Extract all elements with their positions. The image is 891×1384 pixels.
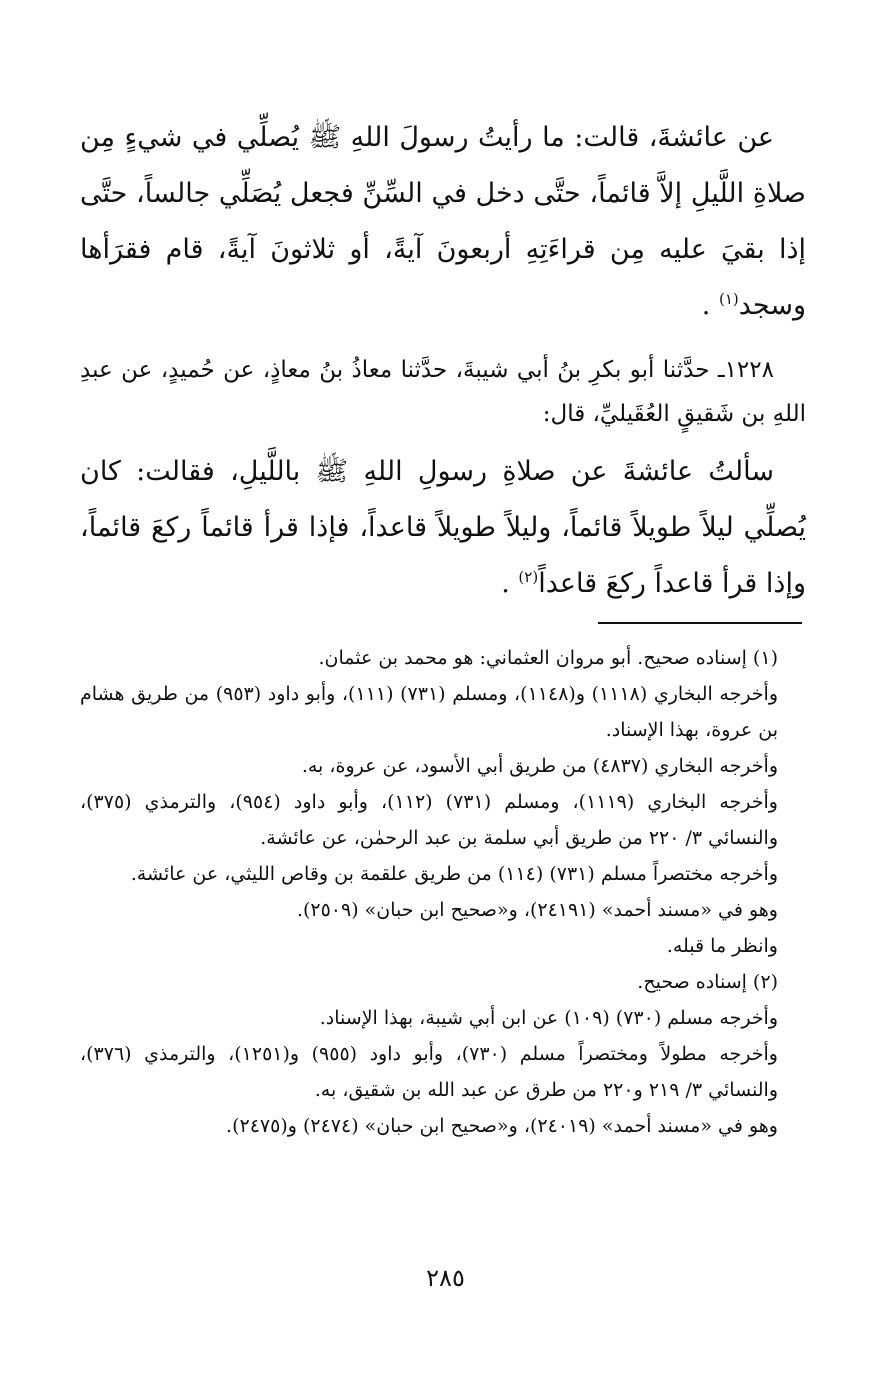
footnote-line: وأخرجه البخاري (١١١٨) و(١١٤٨)، ومسلم (٧٣١) (١١١)، وأبو داود (٩٥٣) من طريق هشام بن عروة، بهذا الإسناد. — [80, 683, 778, 741]
footnote-line: (٢) إسناده صحيح. — [637, 971, 778, 993]
footnote-divider — [598, 622, 802, 624]
paragraph-2-end: . — [501, 568, 510, 599]
paragraph-1-text: عن عائشةَ، قالت: ما رأيتُ رسولَ اللهِ ﷺ يُصلِّي في شيءٍ مِن صلاةِ اللَّيلِ إلاَّ قائماً، حتَّى دخل في السِّنِّ فجعل يُصَلِّي جالساً، حتَّى إذا بقيَ عليه مِن قراءَتِهِ أربعونَ آيةً، أو ثلاثونَ آيةً، قام فقرَأها وسجد — [80, 122, 806, 321]
paragraph-2-text: سألتُ عائشةَ عن صلاةِ رسولِ اللهِ ﷺ باللَّيلِ، فقالت: كان يُصلِّي ليلاً طويلاً قائماً، وليلاً طويلاً قاعداً، فإذا قرأ قائماً ركعَ قائماً، وإذا قرأ قاعداً ركعَ قاعداً — [80, 456, 806, 599]
page-number: ٢٨٥ — [426, 1264, 465, 1292]
footnote-line: (١) إسناده صحيح. أبو مروان العثماني: هو محمد بن عثمان. — [318, 647, 778, 669]
footnote-line: وهو في «مسند أحمد» (٢٤٠١٩)، و«صحيح ابن حبان» (٢٤٧٤) و(٢٤٧٥). — [226, 1115, 778, 1137]
footnote-marker-1: (١) — [718, 290, 739, 308]
footnote-line: وأخرجه البخاري (١١١٩)، ومسلم (٧٣١) (١١٢)، وأبو داود (٩٥٤)، والترمذي (٣٧٥)، والنسائي ٣/ ٢٢٠ من طريق أبي سلمة بن عبد الرحمٰن، عن عائشة. — [80, 791, 778, 849]
footnote-marker-2: (٢) — [518, 568, 539, 586]
footnote-line: وأخرجه مطولاً ومختصراً مسلم (٧٣٠)، وأبو داود (٩٥٥) و(١٢٥١)، والترمذي (٣٧٦)، والنسائي ٣/ ٢١٩ و٢٢٠ من طرق عن عبد الله بن شقيق، به. — [80, 1043, 778, 1101]
footnote-line: وأخرجه مختصراً مسلم (٧٣١) (١١٤) من طريق علقمة بن وقاص الليثي، عن عائشة. — [130, 863, 778, 885]
hadith-number-chain — [80, 348, 806, 436]
hadith-header-text: ١٢٢٨ـ حدَّثنا أبو بكرِ بنُ أبي شيبةَ، حدَّثنا معاذُ بنُ معاذٍ، عن حُميدٍ، عن عبدِ اللهِ بن شَقيقٍ العُقَيليِّ، قال: — [80, 357, 806, 427]
footnote-line: وأخرجه البخاري (٤٨٣٧) من طريق أبي الأسود، عن عروة، به. — [301, 755, 778, 777]
footnotes-block — [80, 640, 806, 1144]
hadith-text-paragraph-2 — [80, 444, 806, 612]
footnote-line: وانظر ما قبله. — [666, 935, 778, 957]
main-text-block — [80, 110, 806, 612]
paragraph-1-end: . — [701, 290, 711, 321]
footnote-line: وهو في «مسند أحمد» (٢٤١٩١)، و«صحيح ابن حبان» (٢٥٠٩). — [296, 899, 778, 921]
footnote-line: وأخرجه مسلم (٧٣٠) (١٠٩) عن ابن أبي شيبة، بهذا الإسناد. — [319, 1007, 778, 1029]
hadith-text-paragraph-1 — [80, 110, 806, 334]
